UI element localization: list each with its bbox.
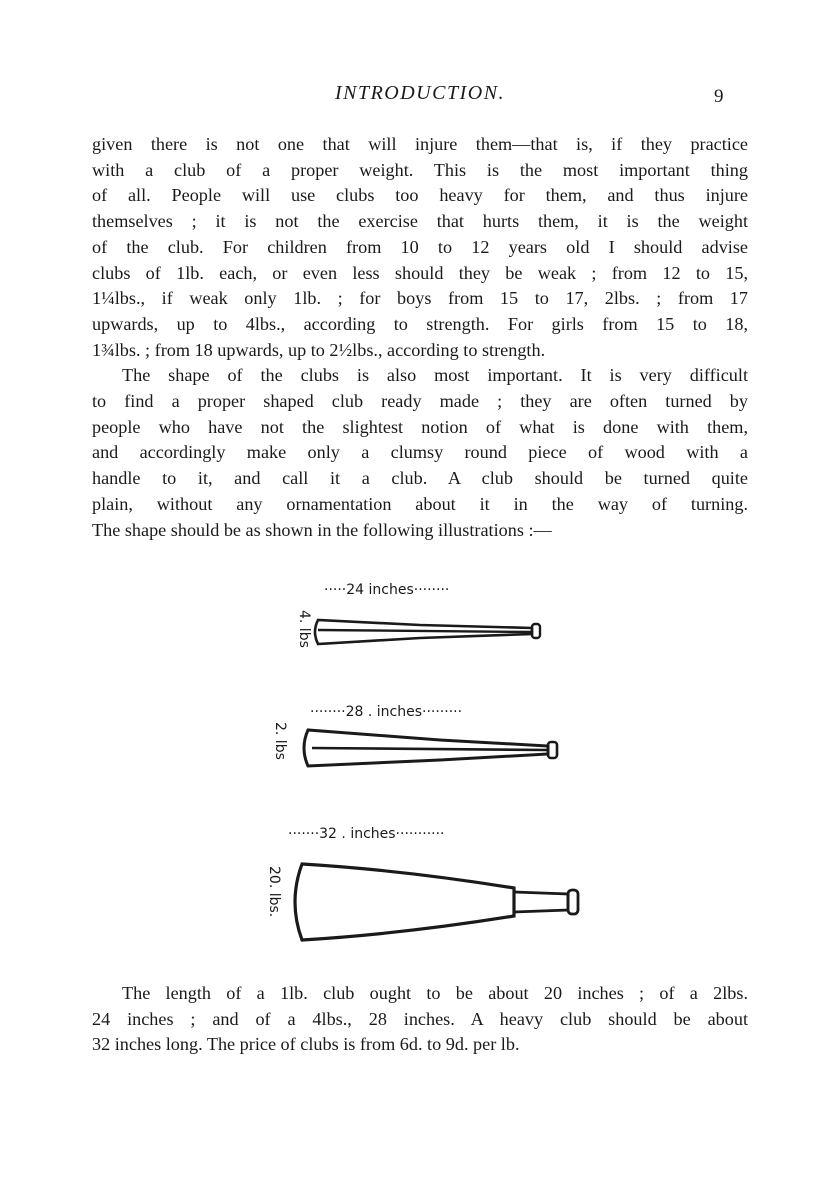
text-line: with a club of a proper weight. This is the most important thing [92,159,748,180]
text-line: and accordingly make only a clumsy round piece of wood with a [92,442,748,463]
text-line: plain, without any ornamentation about it in the way of turning. [92,493,748,514]
club-2-drawing [290,718,570,784]
text-line: upwards, up to 4lbs., according to strength. For girls from 15 to 18, [92,313,748,334]
text-line: The shape should be as shown in the following illustrations :— [92,519,552,540]
text-line: The length of a 1lb. club ought to be about 20 inches ; of a 2lbs. [122,983,748,1003]
text-line: 1¾lbs. ; from 18 upwards, up to 2½lbs., according to strength. [92,339,546,360]
running-header: INTRODUCTION. [334,82,506,104]
text-line: 1¼lbs., if weak only 1lb. ; for boys from 15 to 17, 2lbs. ; from 17 [92,288,748,309]
text-line: of the club. For children from 10 to 12 years old I should advise [92,236,748,257]
page-number: 9 [714,86,724,107]
text-line: handle to it, and call it a club. A club should be turned quite [92,468,748,489]
text-line: to find a proper shaped club ready made ; they are often turned by [92,391,748,412]
text-line: given there is not one that will injure them—that is, if they practice [92,134,748,154]
text-line: people who have not the slightest notion of what is done with them, [92,416,748,437]
text-line: clubs of 1lb. each, or even less should they be weak ; from 12 to 15, [92,262,748,283]
club-2-weight-label: 2. lbs [272,722,288,760]
club-1-length-label: ·····24 inches········ [324,582,450,598]
text-line: 32 inches long. The price of clubs is from 6d. to 9d. per lb. [92,1034,520,1055]
club-3-length-label: ·······32 . inches··········· [288,826,445,842]
club-1-weight-label: 4. lbs [296,610,312,648]
club-3-drawing [282,852,592,952]
club-3-weight-label: 20. lbs. [266,866,282,918]
club-1-drawing [300,608,560,668]
closing-paragraph [92,981,748,1058]
text-line: The shape of the clubs is also most important. It is very difficult [122,365,748,386]
body-text [92,132,748,543]
text-line: 24 inches ; and of a 4lbs., 28 inches. A heavy club should be about [92,1008,748,1029]
text-line: themselves ; it is not the exercise that hurts them, it is the weight [92,211,748,232]
club-2-length-label: ········28 . inches········· [310,704,463,720]
text-line: of all. People will use clubs too heavy for them, and thus injure [92,185,748,206]
club-illustrations [0,580,840,960]
